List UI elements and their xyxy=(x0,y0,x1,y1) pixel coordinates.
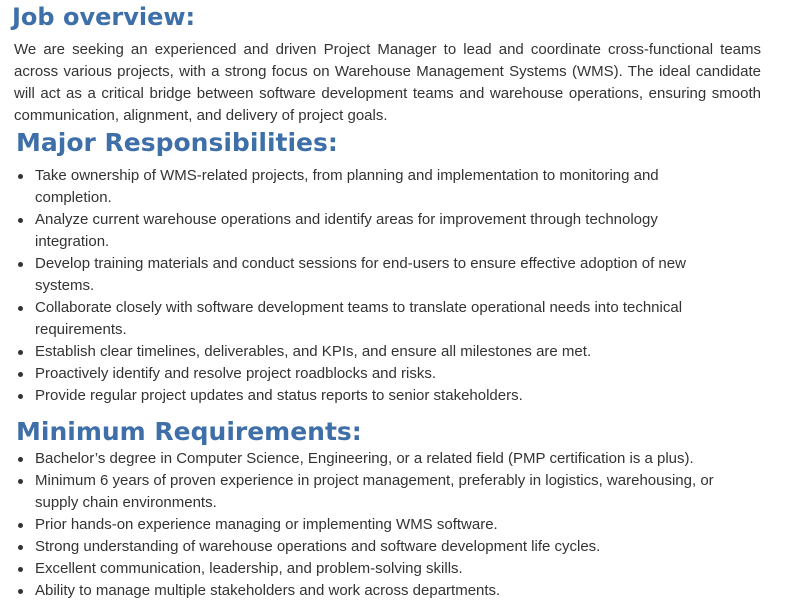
requirements-list xyxy=(0,448,760,602)
list-item xyxy=(0,253,723,297)
list-item-text: Minimum 6 years of proven experience in project management, preferably in logistics, warehousing, or supply chain environments. xyxy=(35,472,714,511)
bullet-icon xyxy=(18,523,23,528)
list-item-text: Analyze current warehouse operations and identify areas for improvement through technology integration. xyxy=(35,211,658,250)
bullet-icon xyxy=(18,567,23,572)
list-item-text: Develop training materials and conduct sessions for end-users to ensure effective adoption of new systems. xyxy=(35,255,686,294)
list-item xyxy=(0,514,760,536)
bullet-icon xyxy=(18,457,23,462)
list-item-text: Prior hands-on experience managing or implementing WMS software. xyxy=(35,516,498,533)
bullet-icon xyxy=(18,372,23,377)
bullet-icon xyxy=(18,174,23,179)
bullet-icon xyxy=(18,589,23,594)
list-item-text: Provide regular project updates and status reports to senior stakeholders. xyxy=(35,387,523,404)
list-item xyxy=(0,536,760,558)
list-item-text: Establish clear timelines, deliverables, and KPIs, and ensure all milestones are met. xyxy=(35,343,592,360)
list-item xyxy=(0,297,723,341)
list-item-text: Take ownership of WMS-related projects, from planning and implementation to monitoring and completion. xyxy=(35,167,659,206)
bullet-icon xyxy=(18,218,23,223)
list-item-text: Strong understanding of warehouse operations and software development life cycles. xyxy=(35,538,601,555)
bullet-icon xyxy=(18,545,23,550)
list-item xyxy=(0,580,760,602)
list-item xyxy=(0,385,723,407)
list-item-text: Bachelor’s degree in Computer Science, Engineering, or a related field (PMP certification is a plus). xyxy=(35,450,694,467)
bullet-icon xyxy=(18,306,23,311)
list-item-text: Collaborate closely with software development teams to translate operational needs into technical requirements. xyxy=(35,299,683,338)
requirements-heading: Minimum Requirements: xyxy=(16,417,362,446)
list-item-text: Proactively identify and resolve project roadblocks and risks. xyxy=(35,365,437,382)
list-item-text: Excellent communication, leadership, and problem-solving skills. xyxy=(35,560,463,577)
list-item xyxy=(0,470,760,514)
list-item xyxy=(0,209,723,253)
list-item xyxy=(0,165,723,209)
job-overview-heading: Job overview: xyxy=(12,3,196,31)
bullet-icon xyxy=(18,479,23,484)
list-item xyxy=(0,448,760,470)
list-item-text: Ability to manage multiple stakeholders and work across departments. xyxy=(35,582,501,599)
list-item xyxy=(0,558,760,580)
bullet-icon xyxy=(18,394,23,399)
list-item xyxy=(0,363,723,385)
responsibilities-heading: Major Responsibilities: xyxy=(16,128,338,157)
bullet-icon xyxy=(18,350,23,355)
job-overview-paragraph: We are seeking an experienced and driven Project Manager to lead and coordinate cross-functional teams across various projects, with a strong focus on Warehouse Management Systems (WMS). The ideal candidate will act as a critical bridge between software development teams and warehouse operations, ensuring smooth communication, alignment, and delivery of project goals. xyxy=(14,41,761,124)
list-item xyxy=(0,341,723,363)
responsibilities-list xyxy=(0,165,760,407)
bullet-icon xyxy=(18,262,23,267)
